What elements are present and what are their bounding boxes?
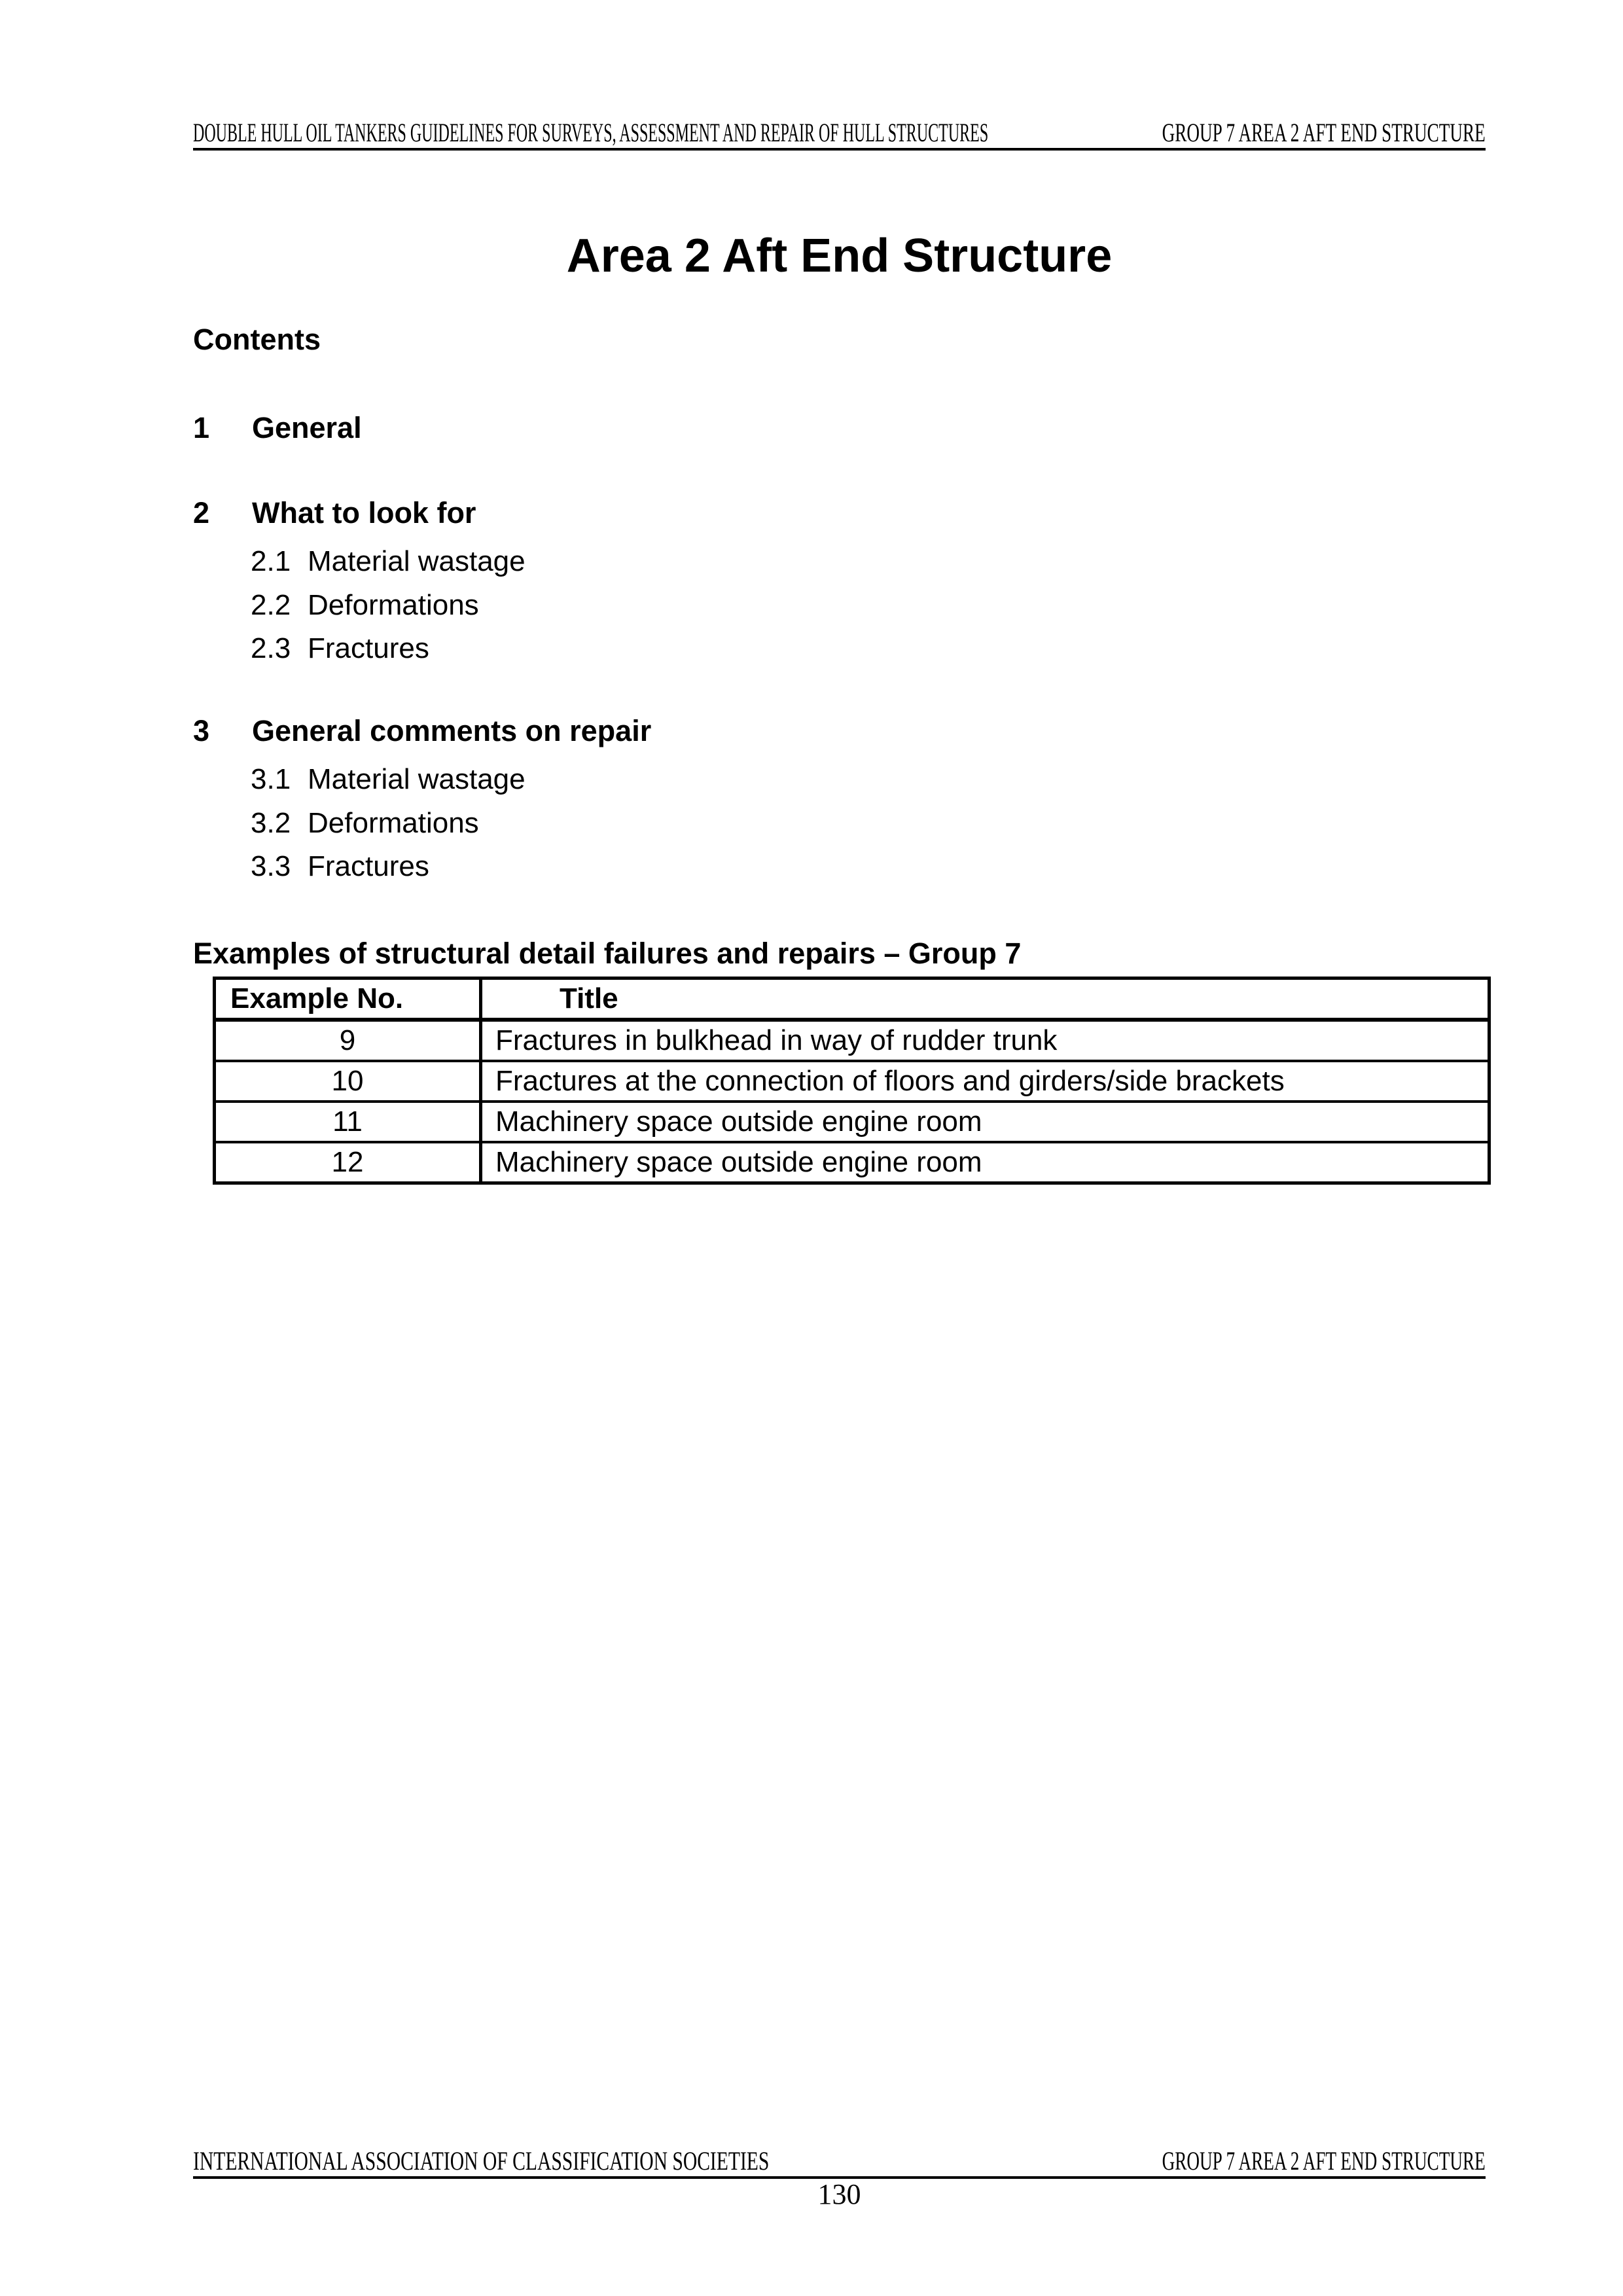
subsection-number: 2.2 xyxy=(251,589,291,621)
toc-item-1 xyxy=(193,413,362,442)
table-row xyxy=(215,1020,1489,1061)
section-title: General xyxy=(252,411,362,444)
example-no-cell: 12 xyxy=(215,1142,481,1183)
subsection-number: 2.1 xyxy=(251,545,291,577)
table-row xyxy=(215,1061,1489,1102)
examples-table-header xyxy=(215,978,1489,1020)
section-number: 3 xyxy=(193,714,210,747)
examples-table-body xyxy=(215,1020,1489,1183)
page-number: 130 xyxy=(817,2178,861,2210)
subsection-title: Fractures xyxy=(308,632,429,664)
footer-left-text: INTERNATIONAL ASSOCIATION OF CLASSIFICATION SOCIETIES xyxy=(193,2146,770,2176)
table-header-row xyxy=(215,978,1489,1020)
header-right-text: GROUP 7 AREA 2 AFT END STRUCTURE xyxy=(1162,118,1486,147)
page-header xyxy=(193,119,1486,151)
subsection-title: Deformations xyxy=(308,589,479,621)
example-title-cell: Fractures in bulkhead in way of rudder trunk xyxy=(481,1020,1489,1061)
example-no-cell: 10 xyxy=(215,1061,481,1102)
subsection-title: Material wastage xyxy=(308,545,526,577)
subsection-title: Fractures xyxy=(308,850,429,882)
subsection-title: Deformations xyxy=(308,807,479,839)
toc-item-2-3 xyxy=(251,634,429,663)
subsection-title: Material wastage xyxy=(308,763,526,795)
toc-item-3 xyxy=(193,716,651,745)
example-title-cell: Machinery space outside engine room xyxy=(481,1102,1489,1142)
page-title: Area 2 Aft End Structure xyxy=(566,230,1113,282)
example-no-cell: 9 xyxy=(215,1020,481,1061)
column-header-title: Title xyxy=(481,978,1489,1020)
toc-item-2 xyxy=(193,498,476,528)
examples-table xyxy=(213,977,1491,1185)
subsection-number: 3.2 xyxy=(251,807,291,839)
footer-right-text: GROUP 7 AREA 2 AFT END STRUCTURE xyxy=(1162,2146,1486,2176)
example-no-cell: 11 xyxy=(215,1102,481,1142)
column-header-example-no: Example No. xyxy=(215,978,481,1020)
example-title-cell: Fractures at the connection of floors and girders/side brackets xyxy=(481,1061,1489,1102)
subsection-number: 2.3 xyxy=(251,632,291,664)
page-footer xyxy=(193,2148,1486,2179)
toc-item-2-2 xyxy=(251,591,479,620)
toc-item-2-1 xyxy=(251,547,526,576)
section-title: General comments on repair xyxy=(252,714,652,747)
toc-item-3-1 xyxy=(251,765,526,794)
toc-item-3-2 xyxy=(251,809,479,838)
subsection-number: 3.3 xyxy=(251,850,291,882)
table-row xyxy=(215,1142,1489,1183)
table-row xyxy=(215,1102,1489,1142)
contents-heading: Contents xyxy=(193,323,321,356)
section-number: 2 xyxy=(193,496,210,529)
toc-item-3-3 xyxy=(251,852,429,881)
header-left-text: DOUBLE HULL OIL TANKERS GUIDELINES FOR SURVEYS, ASSESSMENT AND REPAIR OF HULL STRUCTURES xyxy=(193,118,989,147)
subsection-number: 3.1 xyxy=(251,763,291,795)
examples-heading: Examples of structural detail failures and repairs – Group 7 xyxy=(193,937,1022,970)
section-number: 1 xyxy=(193,411,210,444)
section-title: What to look for xyxy=(252,496,476,529)
example-title-cell: Machinery space outside engine room xyxy=(481,1142,1489,1183)
